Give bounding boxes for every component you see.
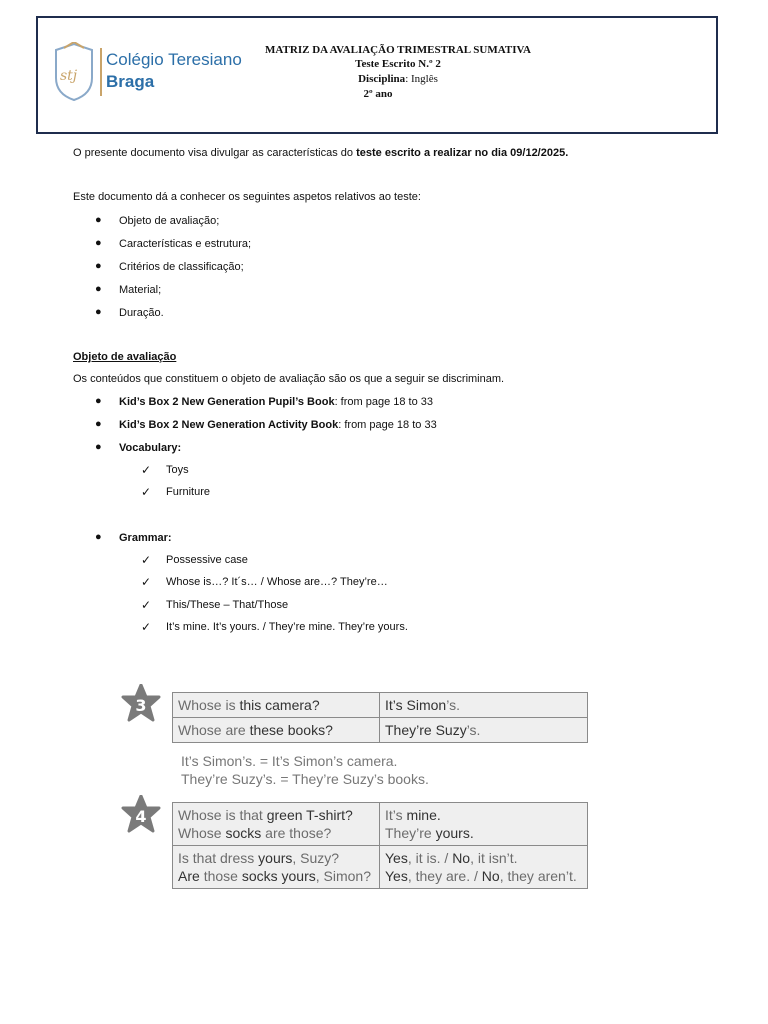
aspects-lead: Este documento dá a conhecer os seguintes aspetos relativos ao teste: xyxy=(73,191,421,203)
star-badge-icon xyxy=(121,795,161,835)
vocab-item: Toys xyxy=(166,464,189,476)
grammar-item: This/These – That/Those xyxy=(166,599,289,611)
vocab-item: Furniture xyxy=(166,486,211,498)
bullet: ● xyxy=(95,214,102,226)
bullet: ● xyxy=(95,531,102,543)
intro-date: teste escrito a realizar no dia 09/12/2025. xyxy=(356,147,569,159)
aspect-item: Material; xyxy=(119,284,162,296)
check-icon: ✓ xyxy=(141,485,152,499)
section-lead: Os conteúdos que constituem o objeto de avaliação são os que a seguir se discriminam. xyxy=(73,373,505,385)
bullet: ● xyxy=(95,395,102,407)
example-note: It’s Simon’s. = It’s Simon’s camera. xyxy=(181,753,398,769)
aspect-item: Características e estrutura; xyxy=(119,238,252,250)
book-item xyxy=(119,396,433,408)
subject-value: : Inglês xyxy=(405,73,438,85)
grade: 2º ano xyxy=(363,88,393,100)
crest-icon xyxy=(50,42,98,102)
table-row xyxy=(173,693,587,718)
book-pages: : from page 18 to 33 xyxy=(338,419,437,431)
check-icon: ✓ xyxy=(141,553,152,567)
test-number: Teste Escrito N.º 2 xyxy=(355,58,441,70)
subject-label: Disciplina xyxy=(358,73,406,85)
grammar-table-4 xyxy=(172,802,588,889)
intro-text: O presente documento visa divulgar as características do xyxy=(73,147,357,159)
aspect-item: Objeto de avaliação; xyxy=(119,215,220,227)
star-badge-icon xyxy=(121,684,161,724)
table-row xyxy=(173,718,587,742)
table-row xyxy=(173,846,587,888)
book-item xyxy=(119,419,437,431)
book-title: Kid’s Box 2 New Generation Activity Book xyxy=(119,419,339,431)
table-cell: Is that dress yours, Suzy? Are those socks yours, Simon? xyxy=(173,846,380,888)
bullet: ● xyxy=(95,306,102,318)
bullet: ● xyxy=(95,441,102,453)
bullet: ● xyxy=(95,237,102,249)
table-cell: Whose is this camera? xyxy=(173,693,380,717)
table-cell: Whose is that green T-shirt? Whose socks are those? xyxy=(173,803,380,845)
aspect-item: Critérios de classificação; xyxy=(119,261,244,273)
school-name: Colégio Teresiano xyxy=(106,50,242,69)
grammar-table-3 xyxy=(172,692,588,743)
check-icon: ✓ xyxy=(141,620,152,634)
svg-text:stj: stj xyxy=(60,68,78,84)
subject xyxy=(248,73,548,85)
bullet: ● xyxy=(95,418,102,430)
grammar-item: Possessive case xyxy=(166,554,248,566)
check-icon: ✓ xyxy=(141,575,152,589)
grammar-label: Grammar: xyxy=(119,532,172,544)
svg-text:3: 3 xyxy=(135,696,147,715)
logo-divider xyxy=(100,48,102,96)
grammar-item: Whose is…? It´s… / Whose are…? They’re… xyxy=(166,576,388,588)
table-cell: Whose are these books? xyxy=(173,718,380,742)
school-logo xyxy=(50,42,240,102)
aspect-item: Duração. xyxy=(119,307,164,319)
book-pages: : from page 18 to 33 xyxy=(334,396,434,408)
table-cell: Yes, it is. / No, it isn’t. Yes, they are. / No, they aren’t. xyxy=(385,850,577,884)
table-cell: It’s Simon’s. xyxy=(385,697,460,713)
table-row xyxy=(173,803,587,846)
document-title: MATRIZ DA AVALIAÇÃO TRIMESTRAL SUMATIVA xyxy=(265,44,531,56)
school-city: Braga xyxy=(106,72,155,91)
document-header xyxy=(36,16,718,134)
bullet: ● xyxy=(95,283,102,295)
book-title: Kid’s Box 2 New Generation Pupil’s Book xyxy=(119,396,335,408)
vocab-label: Vocabulary: xyxy=(119,442,182,454)
table-cell: It’s mine. They’re yours. xyxy=(385,807,474,841)
check-icon: ✓ xyxy=(141,463,152,477)
svg-text:4: 4 xyxy=(135,807,147,826)
bullet: ● xyxy=(95,260,102,272)
intro-paragraph xyxy=(73,147,568,159)
example-note: They’re Suzy’s. = They’re Suzy’s books. xyxy=(181,771,429,787)
grammar-item: It’s mine. It’s yours. / They’re mine. They’re yours. xyxy=(166,621,408,633)
table-cell: They’re Suzy’s. xyxy=(385,722,481,738)
check-icon: ✓ xyxy=(141,598,152,612)
section-heading: Objeto de avaliação xyxy=(73,351,177,363)
